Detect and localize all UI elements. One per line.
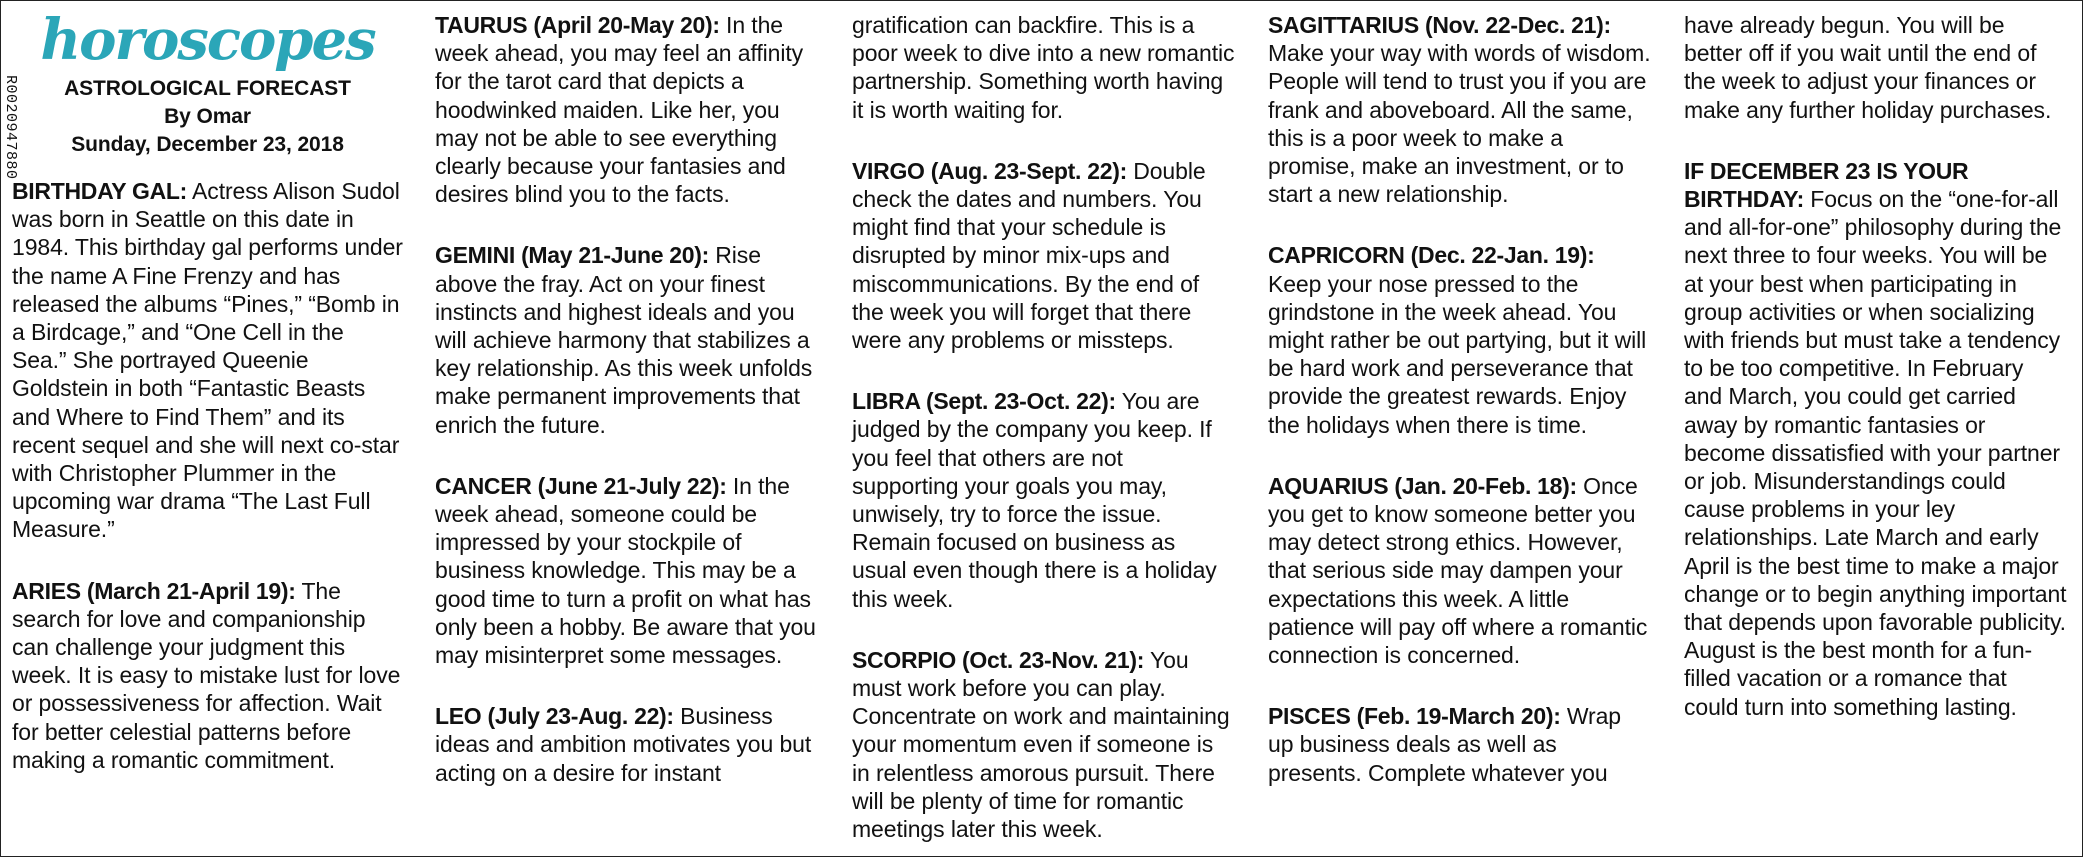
entry-text: The search for love and companionship can challenge your judgment this week. It is easy to mistake lust for love or possessiveness for affection. Wait for better celestial patterns before making a romantic commitment. (12, 577, 401, 773)
entry-birthday-gal (12, 177, 403, 544)
entry-leo-continued (852, 11, 1235, 124)
column-5 (1665, 1, 2081, 856)
entry-text: Actress Alison Sudol was born in Seattle on this date in 1984. This birthday gal performs under the name A Fine Frenzy and has released the albums “Pines,” “Bomb in a Birdcage,” and “One Cell in the Sea.” She portrayed Queenie Goldstein in both “Fantastic Beasts and Where to Find Them” and its recent sequel and she will next co-star with Christopher Plummer in the upcoming war drama “The Last Full Measure.” (12, 178, 403, 543)
entry-text: Make your way with words of wisdom. People will tend to trust you if you are frank and aboveboard. All the same, this is a poor week to make a promise, make an investment, or to start a new relationship. (1268, 40, 1651, 208)
entry-text: gratification can backfire. This is a poor week to dive into a new romantic partnership. Something worth having it is worth waiting for. (852, 12, 1235, 123)
entry-text: In the week ahead, someone could be impressed by your stockpile of business knowledge. This may be a good time to turn a profit on what has only been a hobby. Be aware that you may misinterpret some messages. (435, 472, 816, 669)
entry-cancer (435, 472, 819, 669)
entry-pisces-continued (1684, 11, 2067, 124)
entry-aquarius (1268, 472, 1651, 669)
entry-heading: ARIES (March 21-April 19): (12, 577, 296, 604)
entry-heading: CAPRICORN (Dec. 22-Jan. 19): (1268, 242, 1595, 269)
entry-heading: CANCER (June 21-July 22): (435, 472, 727, 499)
entry-text: Business ideas and ambition motivates you but acting on a desire for instant (435, 703, 812, 786)
entry-leo (435, 702, 819, 787)
entry-birthday (1684, 157, 2067, 721)
masthead-title: ASTROLOGICAL FORECAST (64, 77, 351, 100)
column-1 (1, 1, 417, 856)
entry-heading: IF DECEMBER 23 IS YOUR BIRTHDAY: (1684, 157, 1969, 213)
entry-libra (852, 387, 1235, 613)
entry-taurus (435, 11, 819, 208)
entry-text: have already begun. You will be better off if you wait until the end of the week to adjust your finances or make any further holiday purchases. (1684, 12, 2052, 123)
entry-text: Rise above the fray. Act on your finest instincts and highest ideals and you will achieve harmony that stabilizes a key relationship. As this week unfolds make permanent improvements that enrich the future. (435, 242, 813, 438)
entry-text: You must work before you can play. Concentrate on work and maintaining your momentum even if someone is in relentless amorous pursuit. There will be plenty of time for romantic meetings later this week. (852, 646, 1230, 843)
entry-capricorn (1268, 241, 1651, 438)
entry-heading: TAURUS (April 20-May 20): (435, 12, 720, 38)
column-2 (417, 1, 833, 856)
entry-heading: LEO (July 23-Aug. 22): (435, 703, 674, 730)
entry-heading: AQUARIUS (Jan. 20-Feb. 18): (1268, 472, 1577, 499)
entry-heading: VIRGO (Aug. 23-Sept. 22): (852, 157, 1127, 184)
entry-heading: PISCES (Feb. 19-March 20): (1268, 703, 1561, 730)
horoscopes-logo: horoscopes (40, 7, 375, 73)
entry-scorpio (852, 646, 1235, 843)
entry-gemini (435, 241, 819, 438)
entry-sagittarius (1268, 11, 1651, 208)
entry-text: Double check the dates and numbers. You might find that your schedule is disrupted by minor mix-ups and miscommunications. By the end of the week you will forget that there were any problems or missteps. (852, 157, 1206, 354)
entry-text: Wrap up business deals as well as presents. Complete whatever you (1268, 703, 1621, 786)
masthead-byline: By Omar (164, 105, 251, 128)
entry-heading: LIBRA (Sept. 23-Oct. 22): (852, 388, 1116, 415)
column-4 (1249, 1, 1665, 856)
entry-text: Once you get to know someone better you may detect strong ethics. However, that serious side may dampen your expectations this week. A little patience will pay off where a romantic connection is concerned. (1268, 472, 1648, 669)
columns (1, 1, 2082, 856)
side-id-code: R0020947880 (2, 75, 19, 180)
entry-virgo (852, 157, 1235, 354)
entry-aries (12, 577, 403, 774)
masthead (12, 5, 403, 159)
entry-heading: GEMINI (May 21-June 20): (435, 242, 709, 269)
masthead-date: Sunday, December 23, 2018 (71, 133, 344, 156)
entry-heading: BIRTHDAY GAL: (12, 178, 188, 204)
entry-text: In the week ahead, you may feel an affinity for the tarot card that depicts a hoodwinked maiden. Like her, you may not be able to see everything clearly because your fantasies and desires blind you to the facts. (435, 12, 804, 208)
entry-text: Keep your nose pressed to the grindstone in the week ahead. You might rather be out partying, but it will be hard work and perseverance that provide the greatest rewards. Enjoy the holidays when there is time. (1268, 270, 1647, 438)
column-3 (833, 1, 1249, 856)
entry-text: You are judged by the company you keep. If you feel that others are not supporting your goals you may, unwisely, try to force the issue. Remain focused on business as usual even though there is a holiday this week. (852, 388, 1217, 612)
entry-pisces (1268, 702, 1651, 787)
entry-heading: SAGITTARIUS (Nov. 22-Dec. 21): (1268, 12, 1611, 38)
entry-text: Focus on the “one-for-all and all-for-one” philosophy during the next three to four weeks. You will be at your best when participating in group activities or when socializing with friends but must take a tendency to be too competitive. In February and March, you could get carried away by romantic fantasies or become dissatisfied with your partner or job. Misunderstandings could cause problems in your ley relationships. Late March and early April is the best time to make a major change or to begin anything important that depends upon favorable publicity. August is the best month for a fun-filled vacation or a romance that could turn into something lasting. (1684, 186, 2067, 720)
entry-heading: SCORPIO (Oct. 23-Nov. 21): (852, 646, 1145, 673)
